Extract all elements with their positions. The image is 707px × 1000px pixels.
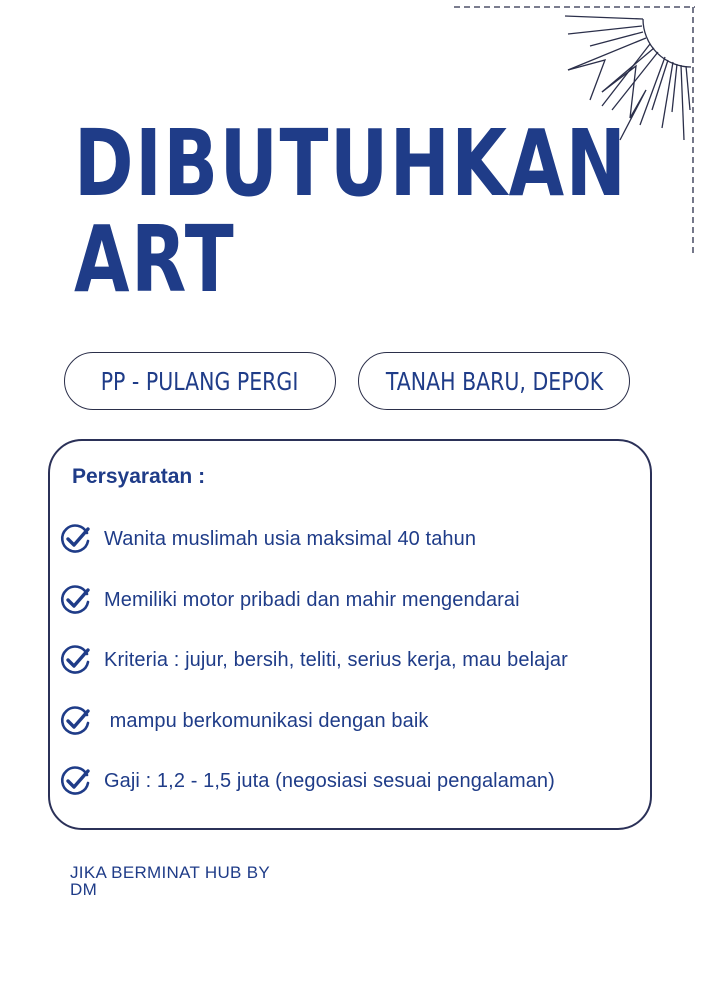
requirement-text: Gaji : 1,2 - 1,5 juta (negosiasi sesuai pengalaman) [104, 769, 555, 792]
requirements-card [48, 439, 652, 830]
headline-line-2: ART [74, 206, 236, 313]
requirement-text: Wanita muslimah usia maksimal 40 tahun [104, 527, 477, 550]
check-circle-icon [58, 522, 92, 556]
contact-note: JIKA BERMINAT HUB BY DM [70, 863, 270, 899]
check-circle-icon [58, 764, 92, 798]
requirements-title: Persyaratan : [72, 465, 206, 488]
headline-line-1: DIBUTUHKAN [74, 110, 628, 217]
list-item [58, 703, 648, 739]
requirement-text: Kriteria : jujur, bersih, teliti, serius kerja, mau belajar [104, 648, 568, 671]
transport-pill-label: PP - PULANG PERGI [101, 366, 299, 396]
check-circle-icon [58, 583, 92, 617]
list-item [58, 582, 648, 618]
transport-pill [64, 352, 336, 410]
requirement-text: mampu berkomunikasi dengan baik [104, 709, 429, 732]
check-circle-icon [58, 643, 92, 677]
list-item [58, 763, 648, 799]
location-pill-label: TANAH BARU, DEPOK [385, 366, 603, 396]
list-item [58, 521, 648, 557]
check-circle-icon [58, 704, 92, 738]
requirement-text: Memiliki motor pribadi dan mahir mengendarai [104, 588, 520, 611]
location-pill [358, 352, 630, 410]
list-item [58, 642, 648, 678]
